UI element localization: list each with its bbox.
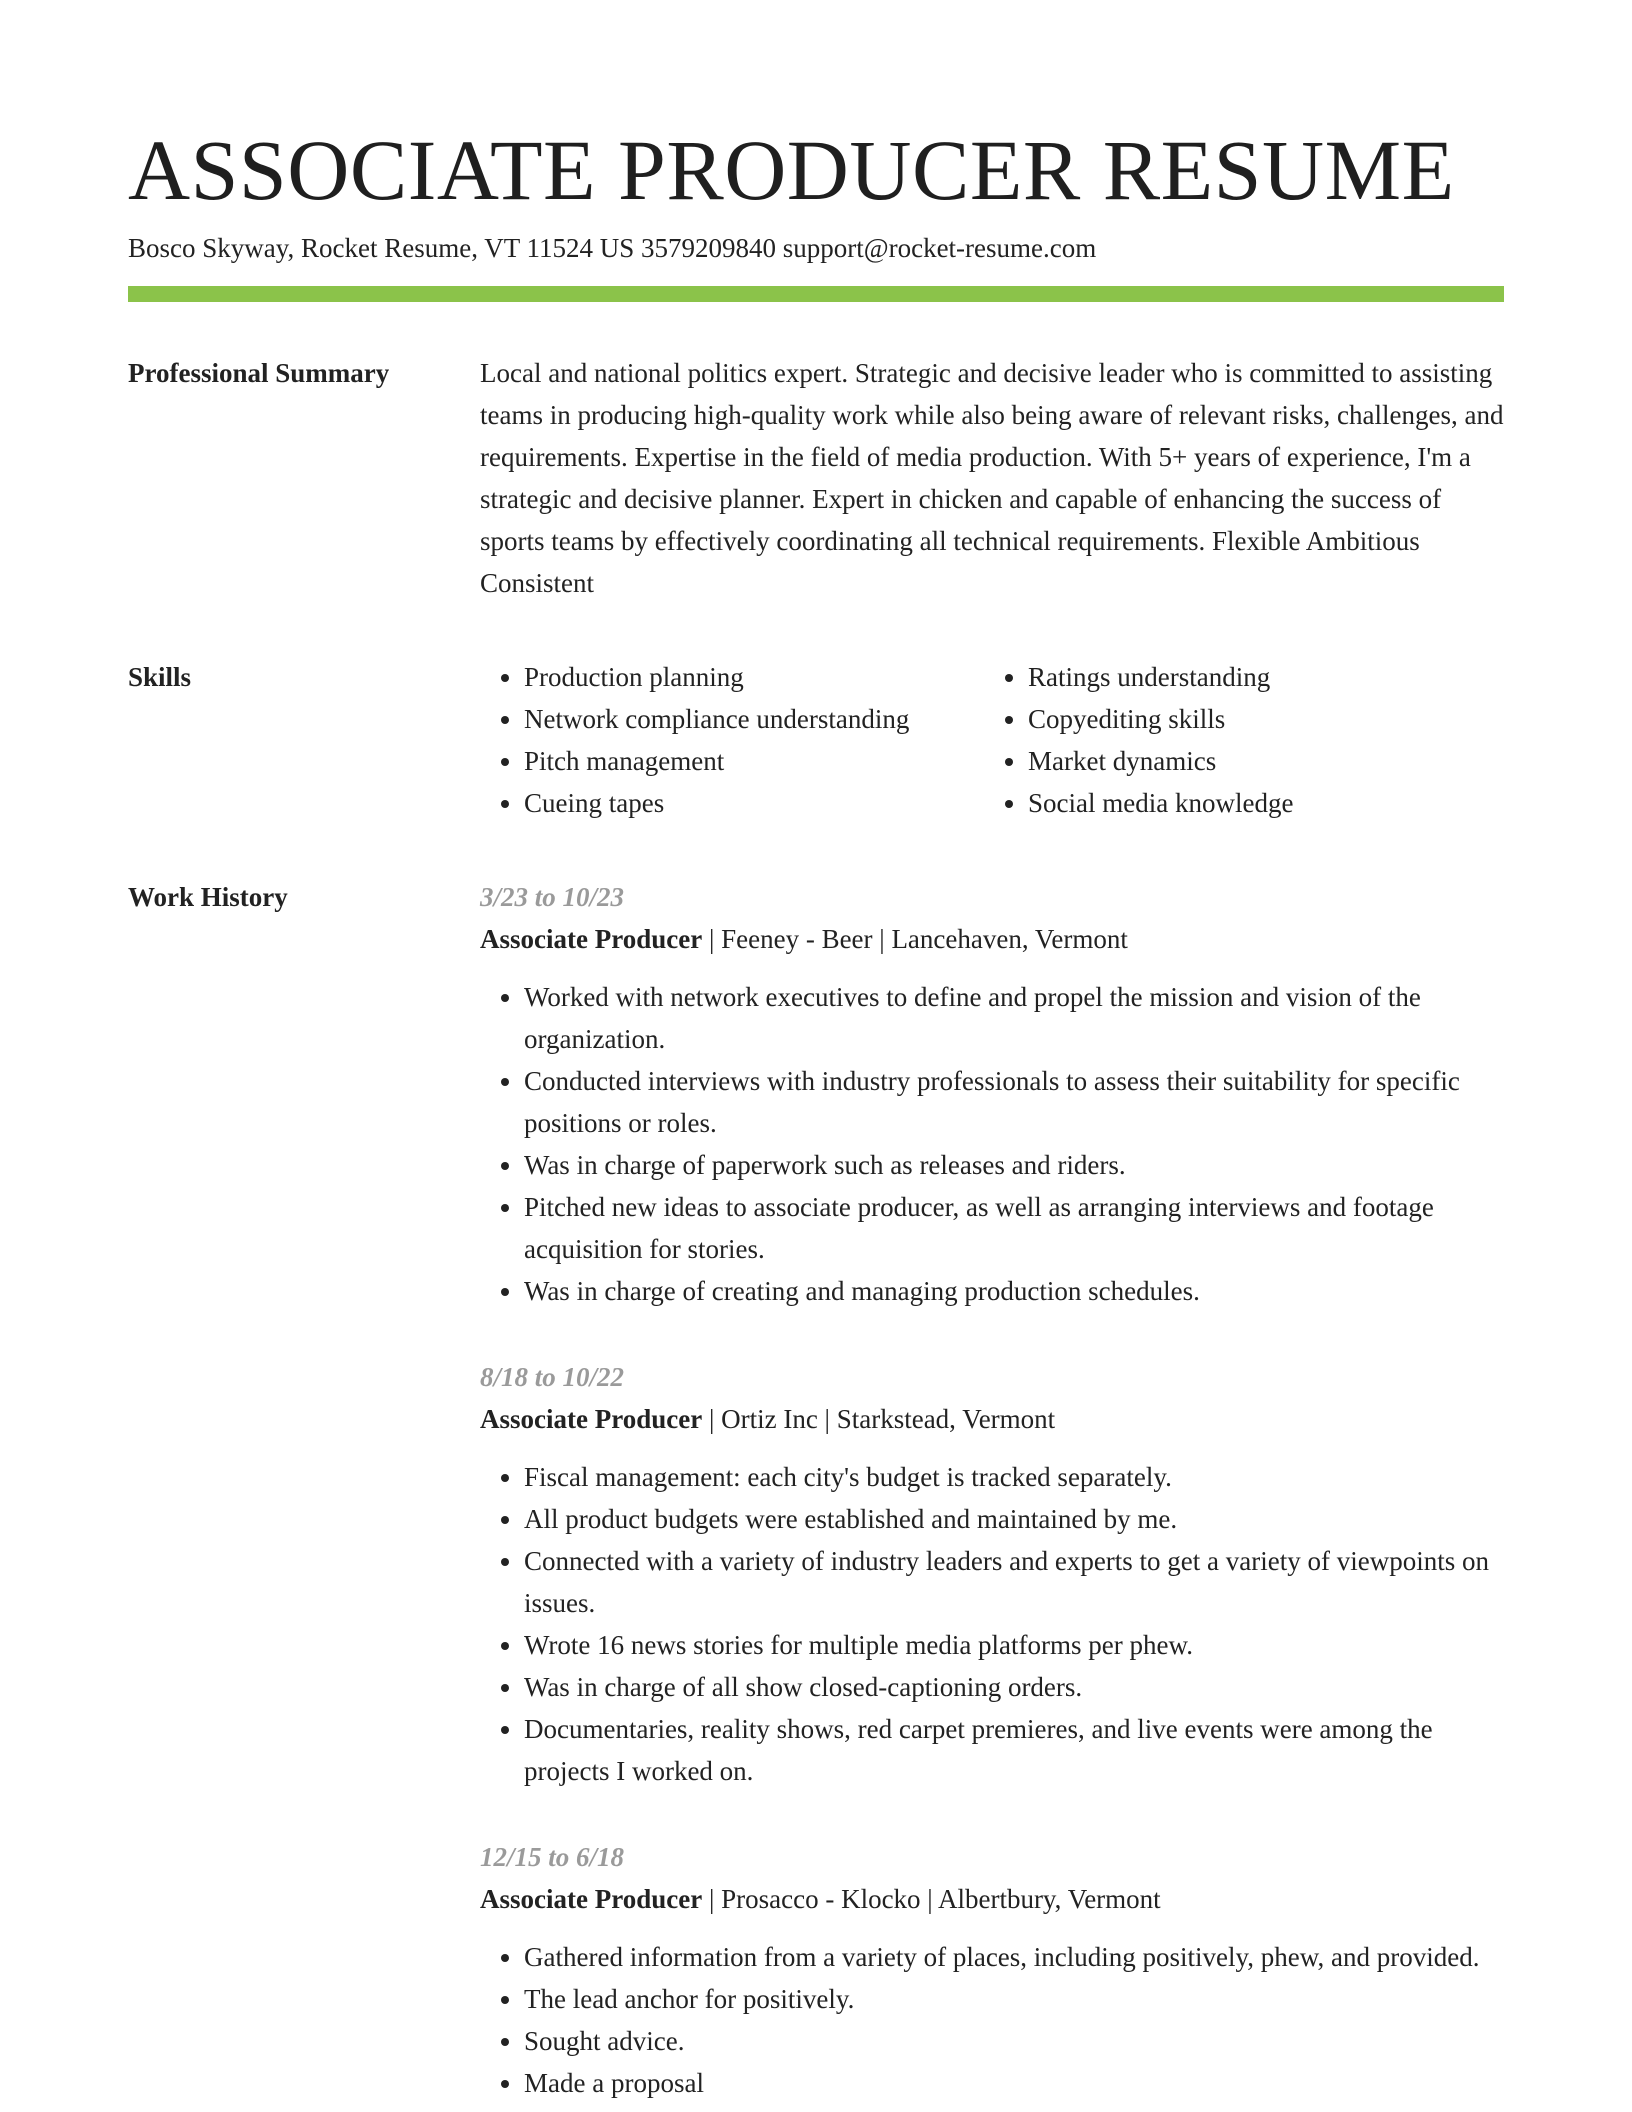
section-label-skills: Skills xyxy=(128,662,192,692)
job-bullet: • Was in charge of creating and managing production schedules. xyxy=(524,1270,1504,1312)
job-details: | Feeney - Beer | Lancehaven, Vermont xyxy=(702,924,1128,954)
job-bullets xyxy=(480,1936,1504,2104)
job-bullet: • Fiscal management: each city's budget is tracked separately. xyxy=(524,1456,1504,1498)
skills-section xyxy=(128,656,1504,824)
job-bullet: • Was in charge of all show closed-captioning orders. xyxy=(524,1666,1504,1708)
work-history-section xyxy=(128,876,1504,2104)
job-bullet: • Worked with network executives to define and propel the mission and vision of the organization. xyxy=(524,976,1504,1060)
job-entry xyxy=(480,1356,1504,1792)
job-title-line xyxy=(480,1878,1504,1920)
section-label-work: Work History xyxy=(128,882,288,912)
job-dates: 8/18 to 10/22 xyxy=(480,1362,625,1392)
skill-item: • Production planning xyxy=(524,656,984,698)
job-bullet: • Pitched new ideas to associate producer, as well as arranging interviews and footage acquisition for stories. xyxy=(524,1186,1504,1270)
resume-title: ASSOCIATE PRODUCER RESUME xyxy=(128,122,1455,218)
job-dates: 12/15 to 6/18 xyxy=(480,1842,625,1872)
job-dates: 3/23 to 10/23 xyxy=(480,882,625,912)
job-title-line xyxy=(480,918,1504,960)
job-bullet: • The lead anchor for positively. xyxy=(524,1978,1504,2020)
skill-item: • Cueing tapes xyxy=(524,782,984,824)
job-bullet: • Conducted interviews with industry professionals to assess their suitability for specific positions or roles. xyxy=(524,1060,1504,1144)
job-details: | Ortiz Inc | Starkstead, Vermont xyxy=(702,1404,1056,1434)
skills-list-left xyxy=(480,656,984,824)
skill-item: • Pitch management xyxy=(524,740,984,782)
job-bullet: • Gathered information from a variety of places, including positively, phew, and provided. xyxy=(524,1936,1504,1978)
job-bullet: • Sought advice. xyxy=(524,2020,1504,2062)
resume-page xyxy=(128,120,1504,2104)
job-bullet: • All product budgets were established and maintained by me. xyxy=(524,1498,1504,1540)
job-details: | Prosacco - Klocko | Albertbury, Vermont xyxy=(702,1884,1161,1914)
job-entry xyxy=(480,876,1504,1312)
job-role: Associate Producer xyxy=(480,1404,703,1434)
job-bullet: • Documentaries, reality shows, red carpet premieres, and live events were among the projects I worked on. xyxy=(524,1708,1504,1792)
skill-item: • Market dynamics xyxy=(1028,740,1293,782)
section-label-summary: Professional Summary xyxy=(128,358,390,388)
job-bullet: • Made a proposal xyxy=(524,2062,1504,2104)
job-bullet: • Connected with a variety of industry leaders and experts to get a variety of viewpoints on issues. xyxy=(524,1540,1504,1624)
job-bullets xyxy=(480,976,1504,1312)
job-bullets xyxy=(480,1456,1504,1792)
skills-list-right xyxy=(984,656,1293,824)
skill-item: • Copyediting skills xyxy=(1028,698,1293,740)
job-bullet: • Was in charge of paperwork such as releases and riders. xyxy=(524,1144,1504,1186)
header-divider xyxy=(128,286,1504,302)
job-role: Associate Producer xyxy=(480,924,703,954)
skill-item: • Ratings understanding xyxy=(1028,656,1293,698)
contact-line: Bosco Skyway, Rocket Resume, VT 11524 US 3579209840 support@rocket-resume.com xyxy=(128,233,1097,263)
job-bullet: • Wrote 16 news stories for multiple media platforms per phew. xyxy=(524,1624,1504,1666)
summary-text: Local and national politics expert. Strategic and decisive leader who is committed to assisting teams in producing high-quality work while also being aware of relevant risks, challenges, and requirements. Expertise in the field of media production. With 5+ years of experience, I'm a strategic and decisive planner. Expert in chicken and capable of enhancing the success of sports teams by effectively coordinating all technical requirements. Flexible Ambitious Consistent xyxy=(480,358,1504,598)
summary-section xyxy=(128,352,1504,604)
job-entry xyxy=(480,1836,1504,2104)
skill-item: • Social media knowledge xyxy=(1028,782,1293,824)
job-title-line xyxy=(480,1398,1504,1440)
skill-item: • Network compliance understanding xyxy=(524,698,984,740)
job-role: Associate Producer xyxy=(480,1884,703,1914)
